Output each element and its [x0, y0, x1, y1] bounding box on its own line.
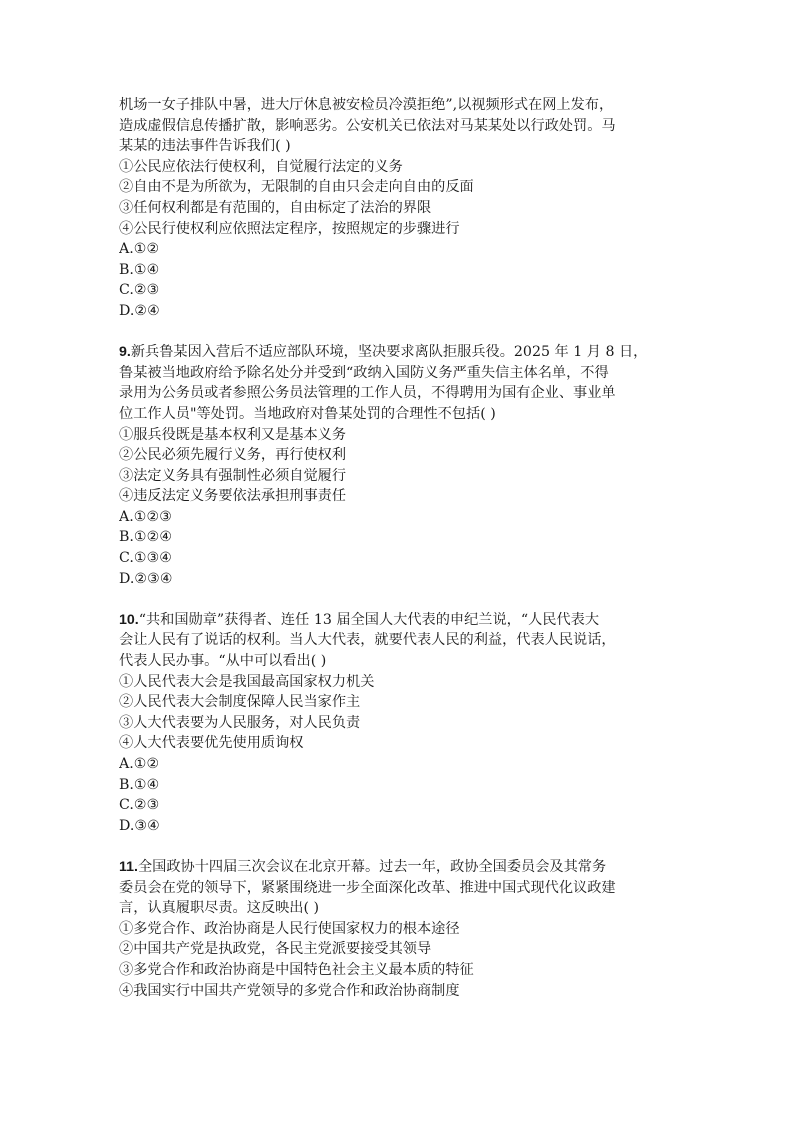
question-stem-line: 9.新兵鲁某因入营后不适应部队环境，坚决要求离队拒服兵役。2025 年 1 月 8 日，	[119, 344, 648, 361]
statement-item: ①服兵役既是基本权利又是基本义务	[119, 426, 347, 443]
question-stem-line: 11.全国政协十四届三次会议在北京开幕。过去一年，政协全国委员会及其常务	[119, 858, 607, 875]
question-stem-line: 委员会在党的领导下，紧紧围绕进一步全面深化改革、推进中国式现代化议政建	[119, 879, 616, 896]
question-stem-line: 录用为公务员或者参照公务员法管理的工作人员，不得聘用为国有企业、事业单	[119, 385, 616, 402]
answer-option-d: D.②③④	[119, 570, 173, 587]
question-9	[119, 342, 689, 589]
statement-item: ①多党合作、政治协商是人民行使国家权力的根本途径	[119, 920, 460, 937]
answer-option-d: D.②④	[119, 302, 160, 319]
statement-item: ④公民行使权利应依照法定程序，按照规定的步骤进行	[119, 220, 460, 237]
question-number: 10.	[119, 611, 139, 628]
statement-item: ②人民代表大会制度保障人民当家作主	[119, 694, 361, 711]
question-11	[119, 857, 689, 1001]
question-stem-line: 位工作人员"等处罚。当地政府对鲁某处罚的合理性不包括( )	[119, 405, 496, 422]
question-stem-line: 10.“共和国勋章”获得者、连任 13 届全国人大代表的申纪兰说，“人民代表大	[119, 611, 600, 628]
statement-item: ①公民应依法行使权利，自觉履行法定的义务	[119, 158, 403, 175]
question-number: 9.	[119, 344, 131, 361]
answer-option-c: C.①③④	[119, 550, 173, 567]
question-10	[119, 610, 689, 837]
statement-item: ②自由不是为所欲为，无限制的自由只会走向自由的反面	[119, 179, 474, 196]
statement-item: ②公民必须先履行义务，再行使权利	[119, 447, 347, 464]
question-stem-line: 言，认真履职尽责。这反映出( )	[119, 900, 320, 917]
answer-option-c: C.②③	[119, 797, 160, 814]
statement-item: ③任何权利都是有范围的，自由标定了法治的界限	[119, 199, 432, 216]
statement-item: ①人民代表大会是我国最高国家权力机关	[119, 673, 375, 690]
question-stem-line: 机场一女子排队中暑，进大厅休息被安检员冷漠拒绝”,以视频形式在网上发布，	[119, 97, 614, 113]
statement-item: ②中国共产党是执政党，各民主党派要接受其领导	[119, 941, 432, 958]
answer-option-b: B.①②④	[119, 529, 173, 546]
answer-option-c: C.②③	[119, 282, 160, 299]
question-number: 11.	[119, 858, 138, 875]
question-8	[119, 95, 689, 322]
statement-item: ④我国实行中国共产党领导的多党合作和政治协商制度	[119, 982, 460, 999]
statement-item: ③多党合作和政治协商是中国特色社会主义最本质的特征	[119, 961, 474, 978]
question-stem-line: 会让人民有了说话的权利。当人大代表，就要代表人民的利益，代表人民说话，	[119, 632, 616, 649]
statement-item: ③法定义务具有强制性必须自觉履行	[119, 467, 347, 484]
answer-option-b: B.①④	[119, 776, 160, 793]
answer-option-d: D.③④	[119, 817, 160, 834]
question-stem-line: 某某的违法事件告诉我们( )	[119, 138, 291, 155]
statement-item: ③人大代表要为人民服务，对人民负责	[119, 714, 361, 731]
answer-option-b: B.①④	[119, 261, 160, 278]
statement-item: ④人大代表要优先使用质询权	[119, 735, 304, 752]
question-stem-line: 鲁某被当地政府给予除名处分并受到“政纳入国防义务严重失信主体名单，不得	[119, 364, 609, 381]
answer-option-a: A.①②	[119, 241, 160, 258]
answer-option-a: A.①②	[119, 756, 160, 772]
question-list	[119, 95, 689, 1001]
statement-item: ④违反法定义务要依法承担刑事责任	[119, 488, 347, 505]
question-stem-line: 代表人民办事。“从中可以看出( )	[119, 653, 327, 670]
question-stem-line: 造成虚假信息传播扩散，影响恶劣。公安机关已依法对马某某处以行政处罚。马	[119, 117, 616, 134]
answer-option-a: A.①②③	[119, 508, 172, 525]
